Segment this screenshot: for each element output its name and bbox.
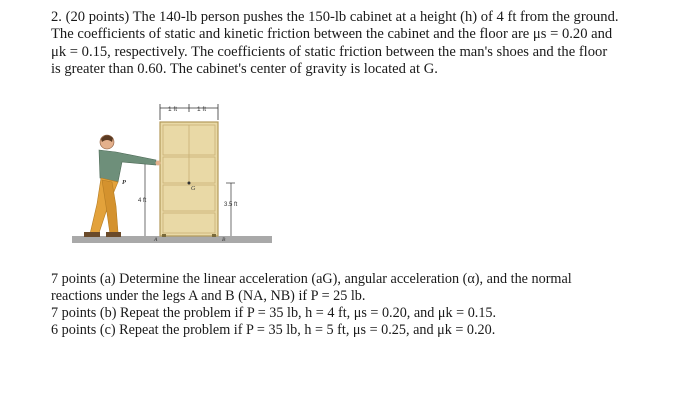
part-c: 6 points (c) Repeat the problem if P = 35 lb, h = 5 ft, μs = 0.25, and μk = 0.20. — [51, 322, 496, 338]
problem-line-4: is greater than 0.60. The cabinet's center of gravity is located at G. — [51, 61, 438, 78]
cabinet-figure — [72, 98, 272, 248]
label-a: A — [154, 237, 158, 243]
part-a-line-1: 7 points (a) Determine the linear acceleration (aG), angular acceleration (α), and the normal — [51, 271, 572, 287]
problem-line-3: μk = 0.15, respectively. The coefficients of static friction between the man's shoes and the floor — [51, 43, 608, 60]
label-height: 3.5 ft — [224, 202, 238, 208]
center-of-gravity-marker — [188, 182, 191, 185]
dim-left-label: 1 ft — [168, 106, 178, 113]
floor — [72, 236, 272, 243]
cabinet-diagram — [72, 98, 272, 248]
problem-parts — [51, 271, 681, 339]
label-g: G — [191, 186, 196, 192]
dim-right-label: 1 ft — [197, 106, 207, 113]
label-p: P — [122, 179, 126, 186]
problem-statement — [51, 9, 681, 79]
label-b: B — [222, 237, 226, 243]
label-h: 4 ft — [138, 198, 147, 204]
part-a-line-2: reactions under the legs A and B (NA, NB) if P = 25 lb. — [51, 288, 366, 304]
problem-line-1: 2. (20 points) The 140-lb person pushes the 150-lb cabinet at a height (h) of 4 ft from the ground. — [51, 9, 619, 25]
person — [84, 135, 161, 237]
part-b: 7 points (b) Repeat the problem if P = 35 lb, h = 4 ft, μs = 0.20, and μk = 0.15. — [51, 305, 497, 321]
problem-line-2: The coefficients of static and kinetic friction between the cabinet and the floor are μs = 0.20 and — [51, 26, 613, 43]
